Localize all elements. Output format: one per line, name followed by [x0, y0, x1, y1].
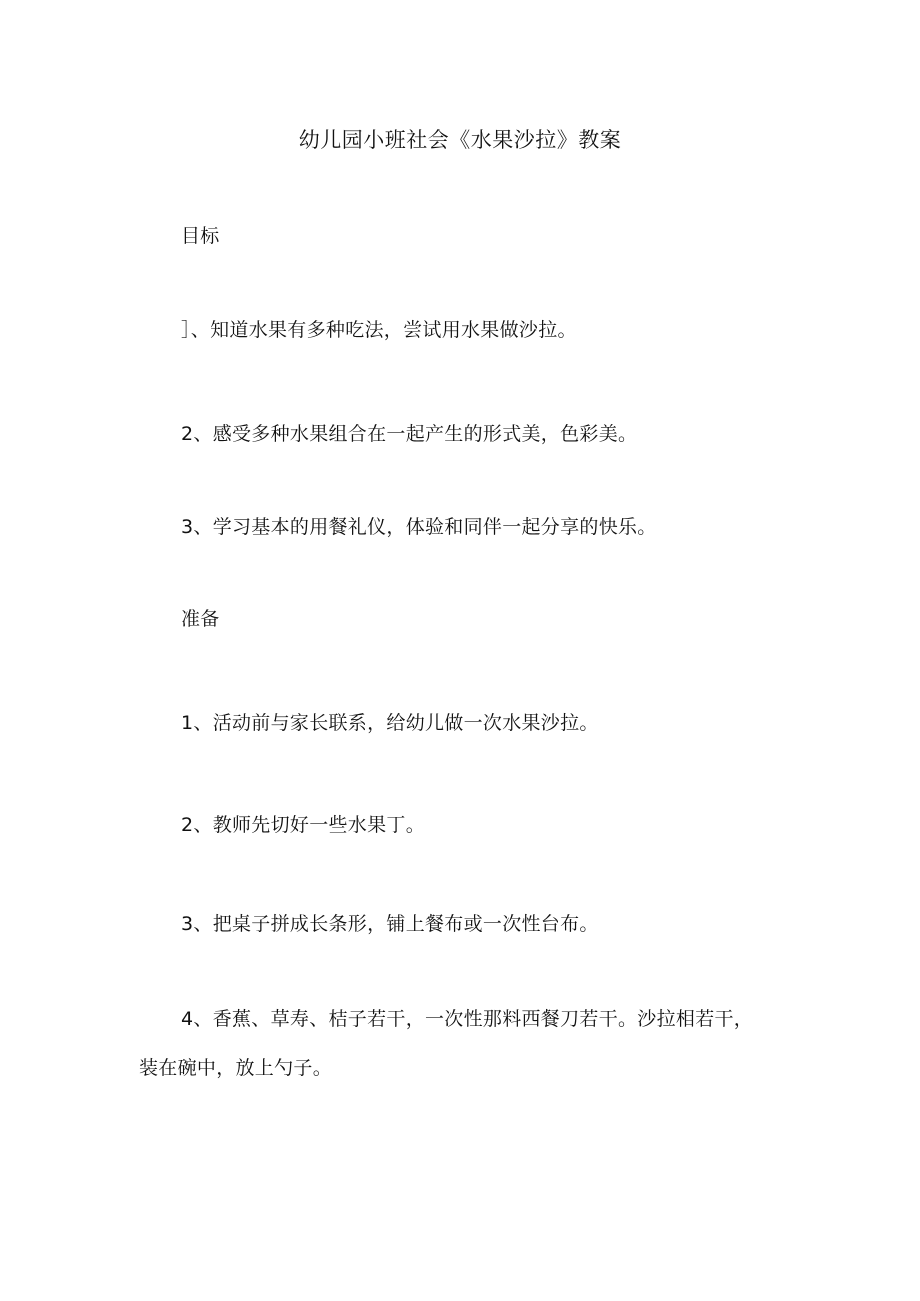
preparation-heading: 准备 [181, 608, 220, 630]
prep-item-4-line-1: 4、香蕉、草寿、桔子若干，一次性那料西餐刀若干。沙拉相若干， [181, 1008, 754, 1030]
prep-item-1: 1、活动前与家长联系，给幼儿做一次水果沙拉。 [181, 712, 599, 734]
document-title: 幼儿园小班社会《水果沙拉》教案 [298, 128, 622, 152]
goal-item-3: 3、学习基本的用餐礼仪，体验和同伴一起分享的快乐。 [181, 516, 657, 538]
goals-heading: 目标 [181, 225, 220, 247]
prep-item-3: 3、把桌子拼成长条形，铺上餐布或一次性台布。 [181, 913, 599, 935]
goal-item-2: 2、感受多种水果组合在一起产生的形式美，色彩美。 [181, 423, 638, 445]
prep-item-2: 2、教师先切好一些水果丁。 [181, 814, 425, 836]
goal-item-1: ］、知道水果有多种吃法，尝试用水果做沙拉。 [181, 319, 577, 341]
prep-item-4-line-2: 装在碗中，放上勺子。 [139, 1057, 333, 1079]
